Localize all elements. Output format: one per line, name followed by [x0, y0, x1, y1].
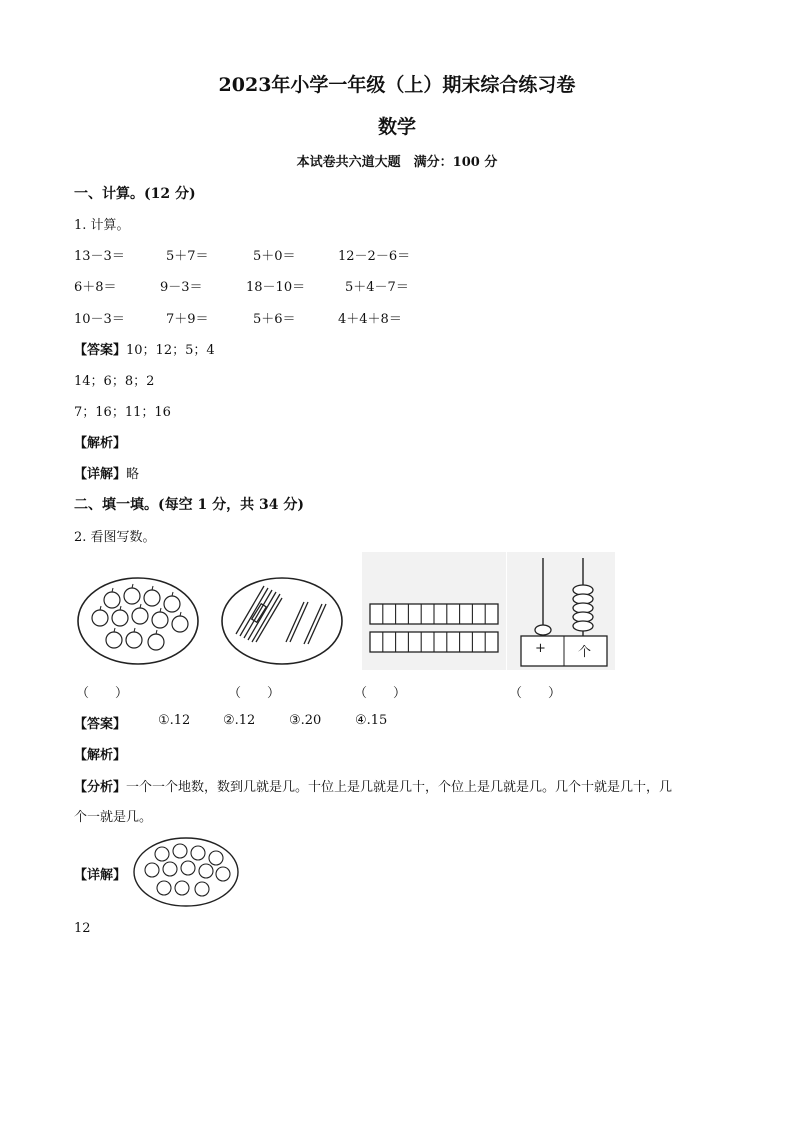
problem-r2c3: 18－10＝: [246, 280, 306, 295]
answer-item-4: [355, 713, 387, 728]
answer-line-3: 7；16；11；16: [74, 405, 171, 420]
section1-heading: 一、计算。(12 分): [74, 186, 196, 202]
fenxi-line-1: [74, 776, 672, 795]
detail-text: 略: [126, 467, 140, 482]
problem-r3c3: 5＋6＝: [253, 312, 296, 327]
fenxi-line-2: 个一就是几。: [74, 810, 153, 825]
detail-value: 12: [74, 921, 91, 936]
detail-tag-2: 【详解】: [74, 868, 127, 883]
abacus-drawing: [507, 552, 615, 670]
analysis-tag-2: 【解析】: [74, 748, 127, 763]
answer-tag: 【答案】: [74, 343, 127, 358]
apples-figure-1: [76, 576, 200, 666]
fenxi-text-1: 一个一个地数，数到几就是几。十位上是几就是几十，个位上是几就是几。几个十就是几十，几: [126, 780, 673, 795]
exam-title: 2023年小学一年级（上）期末综合练习卷: [218, 74, 576, 96]
detail-block-1: [74, 463, 139, 482]
answer-item-3: [289, 713, 321, 728]
answer-line-1: 10；12；5；4: [126, 343, 215, 358]
answer-val-1: .12: [169, 713, 191, 728]
answer-num-1: ①: [158, 713, 170, 728]
fenxi-tag: 【分析】: [74, 780, 127, 795]
problem-r3c1: 10－3＝: [74, 312, 125, 327]
problem-r3c4: 4＋4＋8＝: [338, 312, 402, 327]
section2-heading: 二、填一填。(每空 1 分，共 34 分): [74, 497, 304, 513]
question2-label: 2. 看图写数。: [74, 530, 156, 545]
answer-tag-2: 【答案】: [74, 717, 127, 732]
abacus-tens-label: +: [535, 641, 546, 656]
answer-val-2: .12: [234, 713, 256, 728]
abacus-ones-label: 个: [578, 645, 592, 660]
cubes-figure: [362, 552, 506, 670]
problem-r1c1: 13－3＝: [74, 249, 125, 264]
blank-2[interactable]: （ ）: [228, 686, 281, 701]
detail-tag: 【详解】: [74, 467, 127, 482]
answer-val-3: .20: [300, 713, 322, 728]
apples-figure-2: [132, 836, 240, 908]
answer-line-2: 14；6；8；2: [74, 374, 155, 389]
answer-block-1: [74, 339, 215, 358]
answer-num-3: ③: [289, 713, 301, 728]
problem-r2c2: 9－3＝: [160, 280, 203, 295]
problem-r3c2: 7＋9＝: [166, 312, 209, 327]
exam-info: 本试卷共六道大题 满分：100 分: [296, 155, 498, 170]
blank-4[interactable]: （ ）: [509, 686, 562, 701]
subject-title: 数学: [377, 116, 416, 138]
answer-num-2: ②: [223, 713, 235, 728]
abacus-figure: [507, 552, 615, 670]
problem-r1c4: 12－2－6＝: [338, 249, 411, 264]
problem-r1c2: 5＋7＝: [166, 249, 209, 264]
answer-item-1: [158, 713, 190, 728]
answer-val-4: .15: [366, 713, 388, 728]
blank-1[interactable]: （ ）: [76, 686, 129, 701]
problem-r2c1: 6＋8＝: [74, 280, 117, 295]
question1-label: 1. 计算。: [74, 218, 130, 233]
answer-item-2: [223, 713, 255, 728]
answer-num-4: ④: [355, 713, 367, 728]
analysis-tag-1: 【解析】: [74, 436, 127, 451]
sticks-figure: [220, 576, 345, 666]
blank-3[interactable]: （ ）: [354, 686, 407, 701]
problem-r1c3: 5＋0＝: [253, 249, 296, 264]
problem-r2c4: 5＋4－7＝: [345, 280, 409, 295]
